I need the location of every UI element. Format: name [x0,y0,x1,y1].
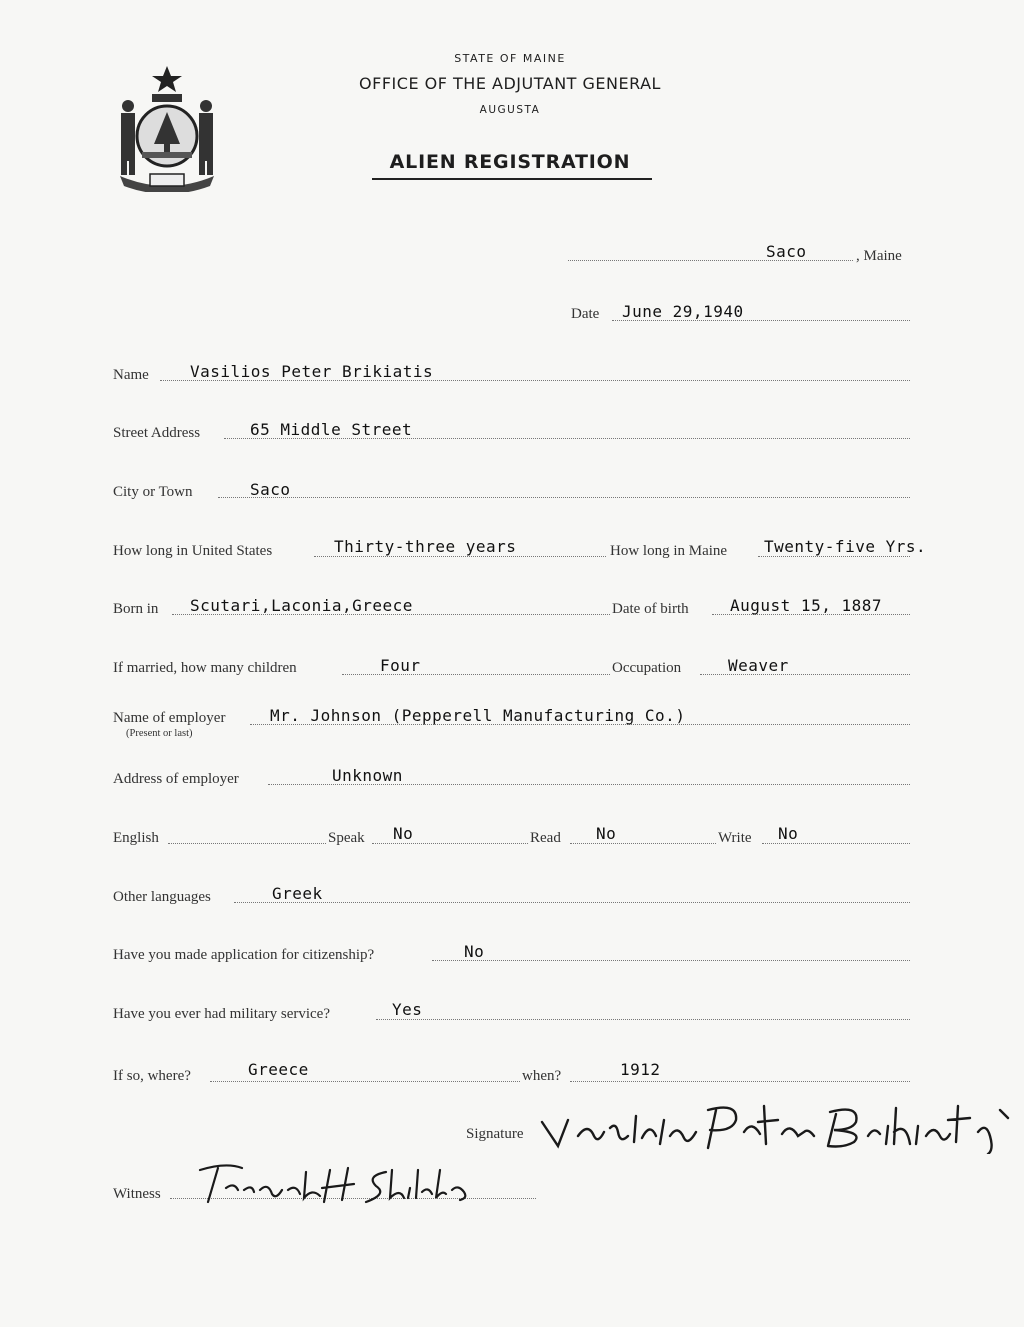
read-label: Read [530,830,561,846]
military-line [376,1019,910,1020]
us-years-label: How long in United States [113,543,273,559]
us-years-line [314,556,606,557]
us-years-value: Thirty-three years [334,537,517,556]
occupation-label: Occupation [612,660,682,676]
date-value: June 29,1940 [622,302,744,321]
when-line [570,1081,910,1082]
read-value: No [596,824,617,843]
name-label: Name [113,367,149,383]
employer-address-label: Address of employer [113,771,239,787]
where-label: If so, where? [113,1068,191,1084]
other-languages-line [234,902,910,903]
birth-date-label: Date of birth [612,601,689,617]
employer-value: Mr. Johnson (Pepperell Manufacturing Co.) [270,706,686,725]
date-label: Date [571,306,600,322]
speak-label: Speak [328,830,365,846]
state-heading: STATE OF MAINE [454,52,566,65]
where-line [210,1081,520,1082]
speak-line [372,843,528,844]
form-title: ALIEN REGISTRATION [389,151,631,173]
birth-date-value: August 15, 1887 [730,596,882,615]
street-label: Street Address [113,425,201,441]
military-label: Have you ever had military service? [113,1006,330,1022]
title-underline [372,178,652,180]
maine-years-value: Twenty-five Yrs. [764,537,927,556]
citizenship-line [432,960,910,961]
maine-years-line [758,556,910,557]
born-in-value: Scutari,Laconia,Greece [190,596,413,615]
write-label: Write [718,830,752,846]
military-value: Yes [392,1000,423,1019]
children-value: Four [380,656,421,675]
signature-label: Signature [466,1126,524,1142]
city-label: City or Town [113,484,193,500]
city-value: Saco [250,480,291,499]
street-value: 65 Middle Street [250,420,413,439]
occupation-value: Weaver [728,656,789,675]
speak-value: No [393,824,414,843]
witness-label: Witness [113,1186,161,1202]
employer-address-value: Unknown [332,766,403,785]
signature [538,1092,1016,1154]
location-line [568,260,853,261]
location-value: Saco [766,242,807,261]
english-line [168,843,326,844]
children-label: If married, how many children [113,660,297,676]
other-languages-value: Greek [272,884,323,903]
write-value: No [778,824,799,843]
citizenship-value: No [464,942,485,961]
born-in-label: Born in [113,601,159,617]
location-suffix: , Maine [856,248,902,264]
write-line [762,843,910,844]
when-label: when? [522,1068,562,1084]
name-value: Vasilios Peter Brikiatis [190,362,434,381]
when-value: 1912 [620,1060,661,1079]
citizenship-label: Have you made application for citizenship? [113,947,375,963]
employer-label: Name of employer [113,710,226,726]
read-line [570,843,716,844]
witness-signature [196,1160,476,1206]
office-heading: OFFICE OF THE ADJUTANT GENERAL [359,74,661,93]
city-line [218,497,910,498]
city-heading: AUGUSTA [479,104,541,116]
where-value: Greece [248,1060,309,1079]
maine-years-label: How long in Maine [610,543,728,559]
employer-sublabel: (Present or last) [126,728,193,739]
other-languages-label: Other languages [113,889,211,905]
state-of-maine-seal-icon [112,64,222,192]
english-label: English [113,830,159,846]
